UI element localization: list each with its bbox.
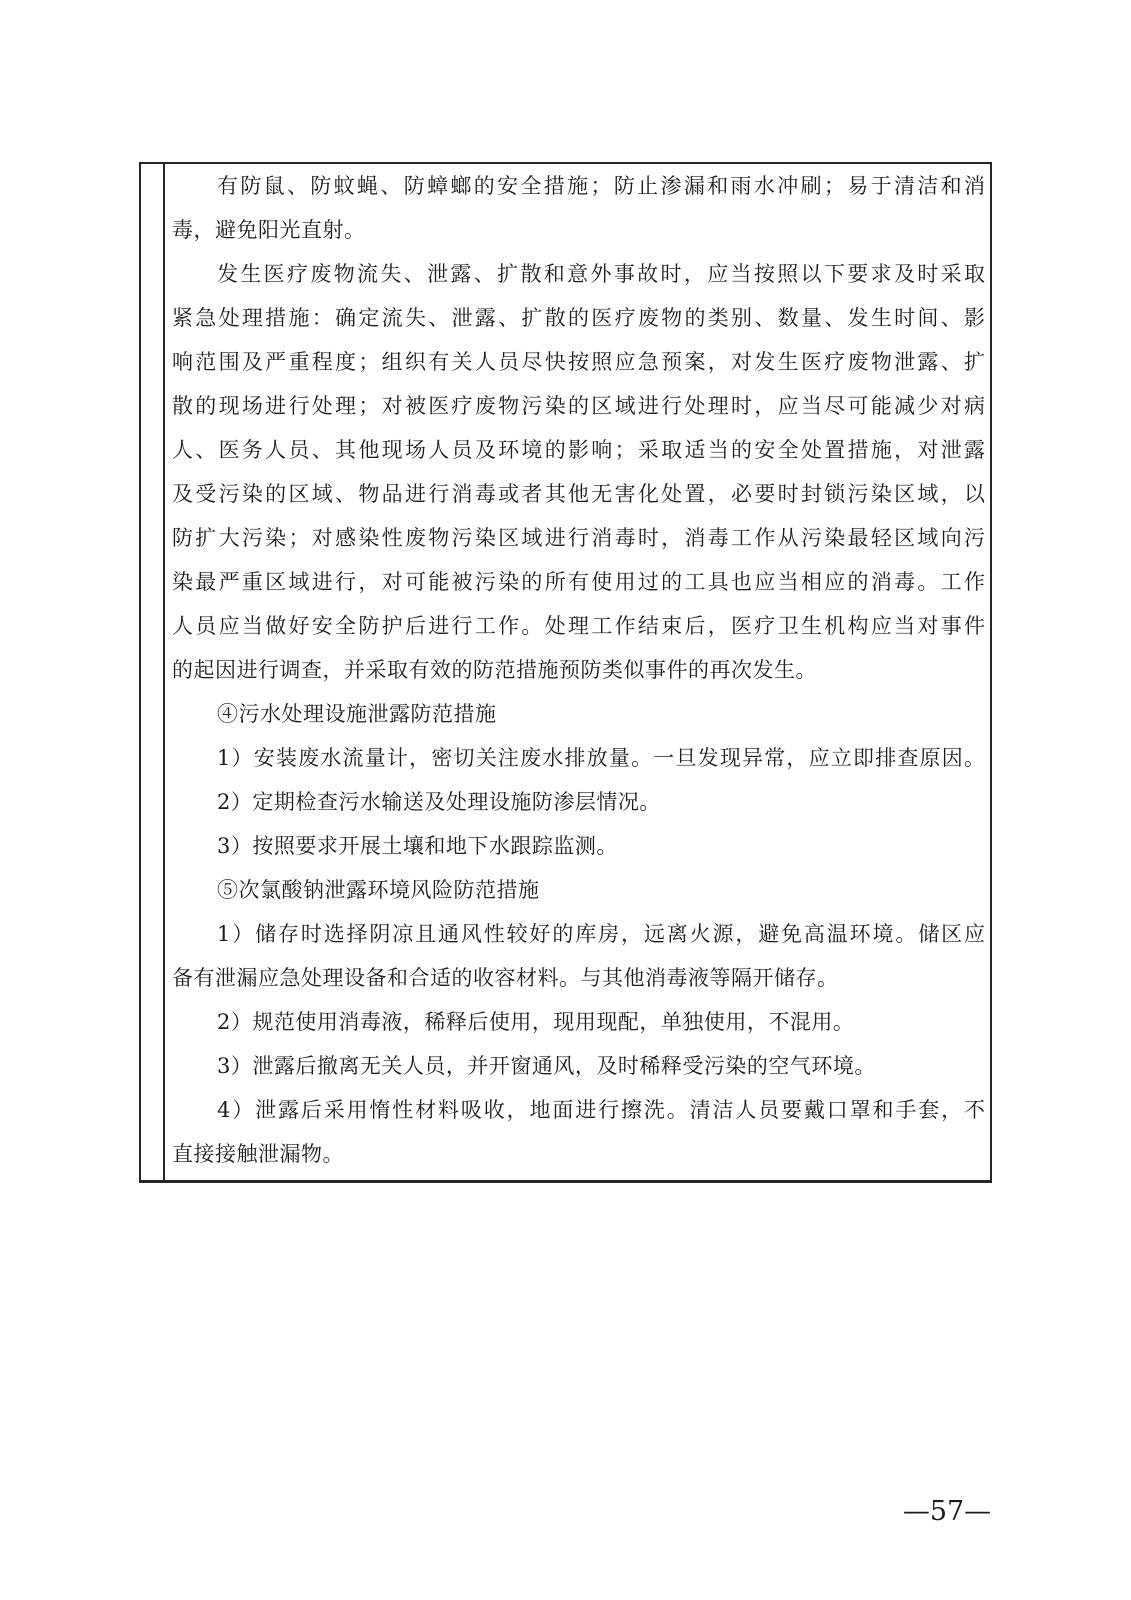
text-line: 2）规范使用消毒液，稀释后使用，现用现配，单独使用，不混用。 (217, 1010, 855, 1034)
text-line: 3）按照要求开展土壤和地下水跟踪监测。 (217, 834, 618, 858)
text-line: 备有泄漏应急处理设备和合适的收容材料。与其他消毒液等隔开储存。 (172, 966, 839, 990)
content-table-cell (139, 162, 992, 1183)
text-line: 的起因进行调查，并采取有效的防范措施预防类似事件的再次发生。 (172, 658, 817, 682)
text-line: 2）定期检查污水输送及处理设施防渗层情况。 (217, 790, 661, 814)
text-line: 紧急处理措施：确定流失、泄露、扩散的医疗废物的类别、数量、发生时间、影 (172, 306, 985, 330)
text-line: 散的现场进行处理；对被医疗废物污染的区域进行处理时，应当尽可能减少对病 (172, 394, 985, 418)
text-line: ④污水处理设施泄露防范措施 (217, 702, 497, 726)
text-line: 有防鼠、防蚊蝇、防蟑螂的安全措施；防止渗漏和雨水冲刷；易于清洁和消 (217, 174, 985, 198)
text-line: 及受污染的区域、物品进行消毒或者其他无害化处置，必要时封锁污染区域，以 (172, 482, 985, 506)
text-line: ⑤次氯酸钠泄露环境风险防范措施 (217, 878, 540, 902)
text-line: 人、医务人员、其他现场人员及环境的影响；采取适当的安全处置措施，对泄露 (172, 438, 985, 462)
text-line: 响范围及严重程度；组织有关人员尽快按照应急预案，对发生医疗废物泄露、扩 (172, 350, 985, 374)
text-line: 染最严重区域进行，对可能被污染的所有使用过的工具也应当相应的消毒。工作 (172, 570, 985, 594)
text-line: 人员应当做好安全防护后进行工作。处理工作结束后，医疗卫生机构应当对事件 (172, 614, 985, 638)
text-line: 1）储存时选择阴凉且通风性较好的库房，远离火源，避免高温环境。储区应 (217, 922, 985, 946)
table-column-divider (163, 164, 165, 1180)
text-line: 1）安装废水流量计，密切关注废水排放量。一旦发现异常，应立即排查原因。 (217, 746, 985, 770)
text-line: 3）泄露后撤离无关人员，并开窗通风，及时稀释受污染的空气环境。 (217, 1054, 876, 1078)
text-line: 发生医疗废物流失、泄露、扩散和意外事故时，应当按照以下要求及时采取 (217, 262, 985, 286)
text-line: 直接接触泄漏物。 (172, 1142, 344, 1166)
text-line: 4）泄露后采用惰性材料吸收，地面进行擦洗。清洁人员要戴口罩和手套，不 (217, 1098, 985, 1122)
cell-text-area (172, 164, 985, 1176)
text-line: 毒，避免阳光直射。 (172, 218, 366, 242)
page-number: —57— (902, 1496, 992, 1527)
text-line: 防扩大污染；对感染性废物污染区域进行消毒时，消毒工作从污染最轻区域向污 (172, 526, 985, 550)
